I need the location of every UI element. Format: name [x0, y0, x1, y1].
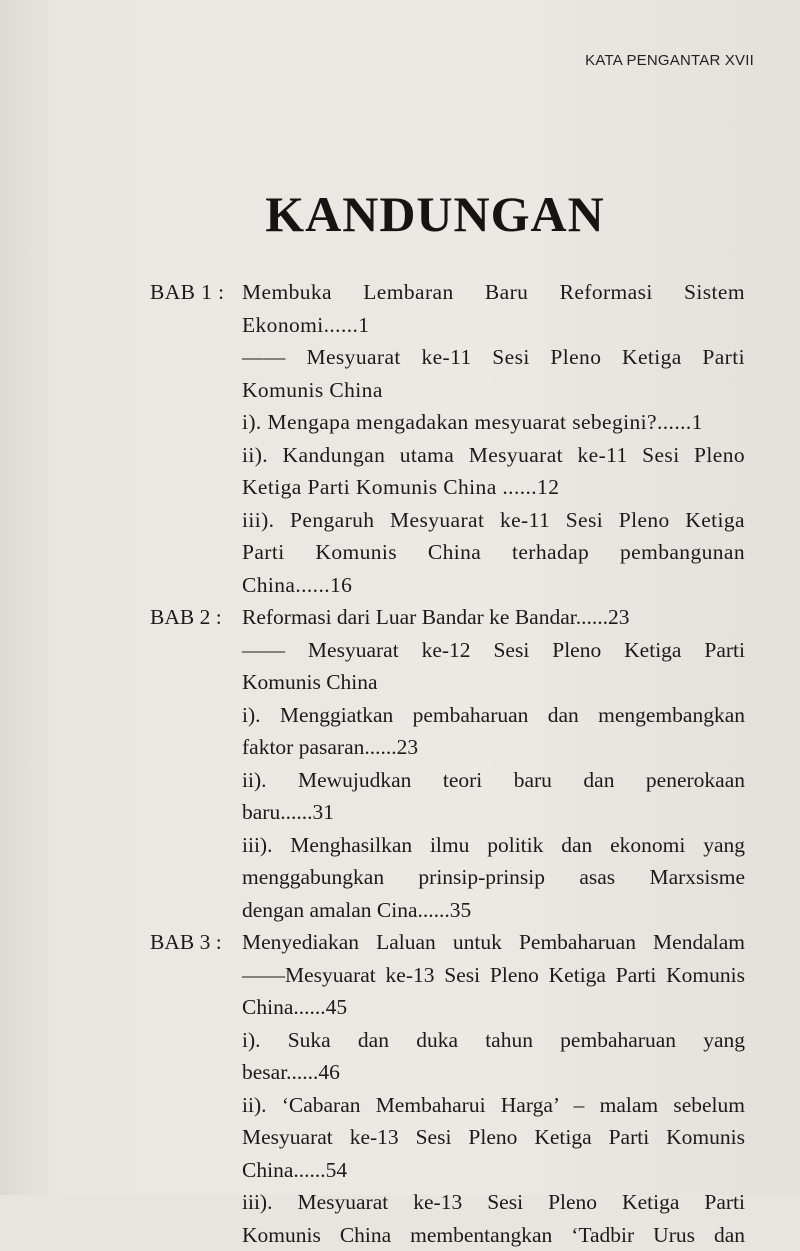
- page-title: KANDUNGAN: [0, 185, 800, 243]
- toc-entry-line: iii). Pengaruh Mesyuarat ke-11 Sesi Pleno Ketiga: [242, 504, 745, 537]
- chapter-subtitle-line: ——Mesyuarat ke-13 Sesi Pleno Ketiga Parti Komunis: [242, 959, 745, 992]
- toc-entry: [242, 504, 745, 602]
- toc-chapter-3: [0, 926, 800, 1251]
- toc-entry: [242, 829, 745, 927]
- toc-entry-line: menggabungkan prinsip-prinsip asas Marxsisme: [242, 861, 745, 894]
- toc-entry-line: besar......46: [242, 1056, 745, 1089]
- toc-entry-line: baru......31: [242, 796, 745, 829]
- toc-entry-line: Mesyuarat ke-13 Sesi Pleno Ketiga Parti Komunis: [242, 1121, 745, 1154]
- toc-entry-line: i). Menggiatkan pembaharuan dan mengembangkan: [242, 699, 745, 732]
- toc-entry: [242, 699, 745, 764]
- toc-entry: [242, 1089, 745, 1187]
- toc-entry-line: iii). Menghasilkan ilmu politik dan ekonomi yang: [242, 829, 745, 862]
- chapter-subtitle-line: Komunis China: [242, 666, 745, 699]
- chapter-subtitle-line: Komunis China: [242, 374, 745, 407]
- toc-chapter-2: [0, 601, 800, 926]
- toc-entry-line: faktor pasaran......23: [242, 731, 745, 764]
- chapter-label: BAB 1 :: [150, 276, 224, 309]
- toc-entry-line: i). Mengapa mengadakan mesyuarat sebegini?......1: [242, 406, 745, 439]
- toc-entry: [242, 1024, 745, 1089]
- chapter-title-line: Ekonomi......1: [242, 309, 745, 342]
- toc-entry-line: Parti Komunis China terhadap pembangunan: [242, 536, 745, 569]
- running-header: KATA PENGANTAR XVII: [585, 52, 754, 69]
- chapter-content: [242, 276, 745, 601]
- toc-entry: [242, 439, 745, 504]
- toc-entry-line: i). Suka dan duka tahun pembaharuan yang: [242, 1024, 745, 1057]
- chapter-content: [242, 601, 745, 926]
- toc-entry-line: China......54: [242, 1154, 745, 1187]
- chapter-subtitle-line: —— Mesyuarat ke-11 Sesi Pleno Ketiga Parti: [242, 341, 745, 374]
- toc-entry-line: iii). Mesyuarat ke-13 Sesi Pleno Ketiga Parti: [242, 1186, 745, 1219]
- toc-entry: [242, 406, 745, 439]
- chapter-content: [242, 926, 745, 1251]
- toc-entry-line: Komunis China membentangkan ‘Tadbir Urus dan: [242, 1219, 745, 1251]
- toc-entry-line: Ketiga Parti Komunis China ......12: [242, 471, 745, 504]
- toc-entry-line: dengan amalan Cina......35: [242, 894, 745, 927]
- toc-chapter-1: [0, 276, 800, 601]
- toc-entry-line: ii). Mewujudkan teori baru dan penerokaan: [242, 764, 745, 797]
- chapter-subtitle-line: China......45: [242, 991, 745, 1024]
- toc-entry: [242, 764, 745, 829]
- table-of-contents: [0, 276, 800, 1251]
- toc-entry: [242, 1186, 745, 1251]
- chapter-title-line: Menyediakan Laluan untuk Pembaharuan Mendalam: [242, 926, 745, 959]
- chapter-label: BAB 3 :: [150, 926, 222, 959]
- toc-entry-line: ii). Kandungan utama Mesyuarat ke-11 Sesi Pleno: [242, 439, 745, 472]
- chapter-label: BAB 2 :: [150, 601, 222, 634]
- chapter-subtitle-line: —— Mesyuarat ke-12 Sesi Pleno Ketiga Parti: [242, 634, 745, 667]
- toc-entry-line: China......16: [242, 569, 745, 602]
- chapter-title-line: Membuka Lembaran Baru Reformasi Sistem: [242, 276, 745, 309]
- toc-entry-line: ii). ‘Cabaran Membaharui Harga’ – malam sebelum: [242, 1089, 745, 1122]
- chapter-title-line: Reformasi dari Luar Bandar ke Bandar......23: [242, 601, 745, 634]
